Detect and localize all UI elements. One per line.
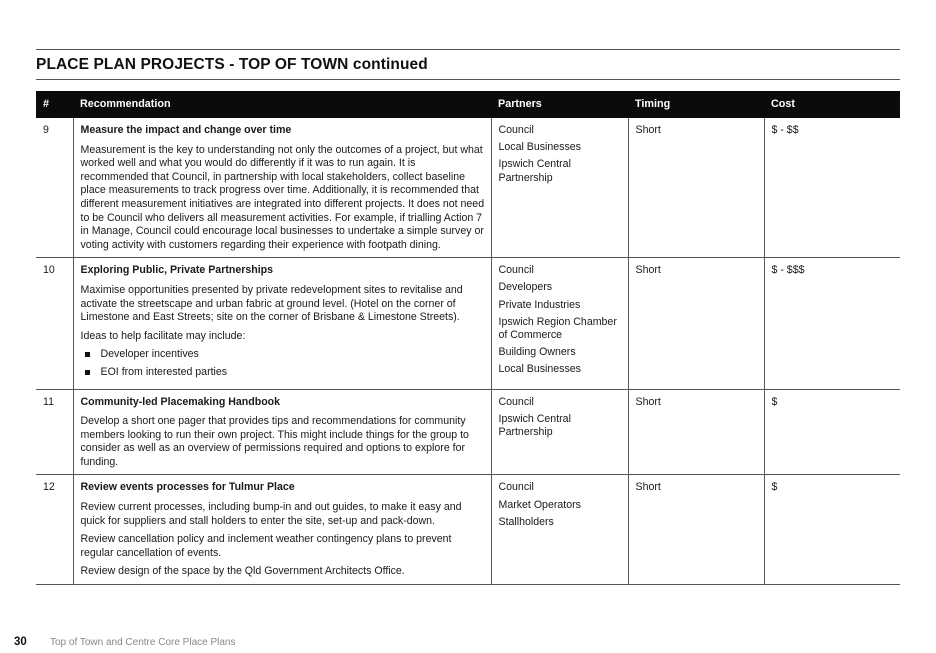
cost-cell: $ xyxy=(764,389,900,475)
idea-list xyxy=(81,348,485,379)
partner-item: Council xyxy=(498,124,534,136)
recommendation-paragraph: Measurement is the key to understanding not only the outcomes of a project, but what worked well and what you would do differently if it was to run again. It is recommended that Council, in partnership with local stakeholders, collect baseline place measurements to track progress over time. Additionally, it is recommended that different measurement initiatives are integrated into different projects. It does not need to be Council who delivers all measurement activities. For example, if trialling Action 7 in Manage, Council could encourage local businesses to undertake a simple survey or voting activity with customers regarding their experience with footpath dining. xyxy=(80,143,485,251)
idea-list-item: Developer incentives xyxy=(81,348,485,362)
partner-item: Stallholders xyxy=(498,515,554,528)
partner-item: Council xyxy=(498,264,534,277)
partners-cell xyxy=(491,258,628,389)
partner-item: Council xyxy=(498,481,534,494)
header-num: # xyxy=(36,91,73,118)
partner-item: Ipswich Central Partnership xyxy=(498,412,571,439)
recommendation-title: Exploring Public, Private Partnerships xyxy=(80,264,274,277)
partner-item: Developers xyxy=(498,281,553,294)
recommendation-title: Community-led Placemaking Handbook xyxy=(80,395,281,408)
recommendation-title: Measure the impact and change over time xyxy=(80,124,292,136)
timing-cell: Short xyxy=(628,258,764,389)
table-row xyxy=(36,258,900,389)
row-number: 12 xyxy=(36,475,73,585)
table-row xyxy=(36,475,900,585)
table-row xyxy=(36,118,900,258)
row-number: 11 xyxy=(36,389,73,475)
partner-item: Building Owners xyxy=(498,346,576,359)
recommendation-title: Review events processes for Tulmur Place xyxy=(80,481,295,494)
recommendation-cell xyxy=(73,389,491,475)
recommendation-cell xyxy=(73,118,491,258)
timing-cell: Short xyxy=(628,475,764,585)
projects-table xyxy=(36,91,900,585)
cost-cell: $ xyxy=(764,475,900,585)
partner-item: Ipswich Region Chamber of Commerce xyxy=(498,315,617,342)
partner-item: Market Operators xyxy=(498,498,581,511)
footer-text: Top of Town and Centre Core Place Plans xyxy=(50,637,236,648)
timing-cell: Short xyxy=(628,118,764,258)
table-body xyxy=(36,118,900,585)
partner-item: Local Businesses xyxy=(498,363,581,376)
partner-item: Ipswich Central Partnership xyxy=(498,158,571,184)
partner-item: Local Businesses xyxy=(498,141,581,154)
partners-cell xyxy=(491,389,628,475)
recommendation-cell xyxy=(73,475,491,585)
table-header-row xyxy=(36,91,900,118)
header-partners: Partners xyxy=(491,91,628,118)
cost-cell: $ - $$ xyxy=(764,118,900,258)
recommendation-paragraph: Review design of the space by the Qld Government Architects Office. xyxy=(80,565,405,578)
recommendation-paragraph: Review current processes, including bump-in and out guides, to make it easy and quick for suppliers and stall holders to enter the site, set-up and pack-down. xyxy=(80,501,462,527)
partner-item: Private Industries xyxy=(498,298,581,311)
recommendation-paragraph: Maximise opportunities presented by private redevelopment sites to revitalise and activate the streetscape and urban fabric at ground level. (Hotel on the corner of Limestone and East Streets; site on the corner of Brisbane & Limestone Streets). xyxy=(80,283,463,324)
recommendation-paragraph: Develop a short one pager that provides tips and recommendations for community members looking to run their own project. This might include things for the group to consider as well as an overview of permissions required and options to explore for funding. xyxy=(80,415,469,468)
cost-cell: $ - $$$ xyxy=(764,258,900,389)
partners-cell xyxy=(491,118,628,258)
partners-cell xyxy=(491,475,628,585)
top-rule xyxy=(36,49,900,50)
recommendation-paragraph: Ideas to help facilitate may include: xyxy=(80,329,246,342)
row-number: 10 xyxy=(36,258,73,389)
page-title: PLACE PLAN PROJECTS - TOP OF TOWN continued xyxy=(36,56,428,73)
idea-list-item: EOI from interested parties xyxy=(81,366,485,380)
partner-item: Council xyxy=(498,395,534,408)
table-row xyxy=(36,389,900,475)
title-underline xyxy=(36,79,900,80)
timing-cell: Short xyxy=(628,389,764,475)
page-number: 30 xyxy=(14,636,27,648)
header-timing: Timing xyxy=(628,91,764,118)
recommendation-cell xyxy=(73,258,491,389)
header-recommendation: Recommendation xyxy=(73,91,491,118)
header-cost: Cost xyxy=(764,91,900,118)
recommendation-paragraph: Review cancellation policy and inclement weather contingency plans to prevent regular cancellation of events. xyxy=(80,533,452,559)
row-number: 9 xyxy=(36,118,73,258)
